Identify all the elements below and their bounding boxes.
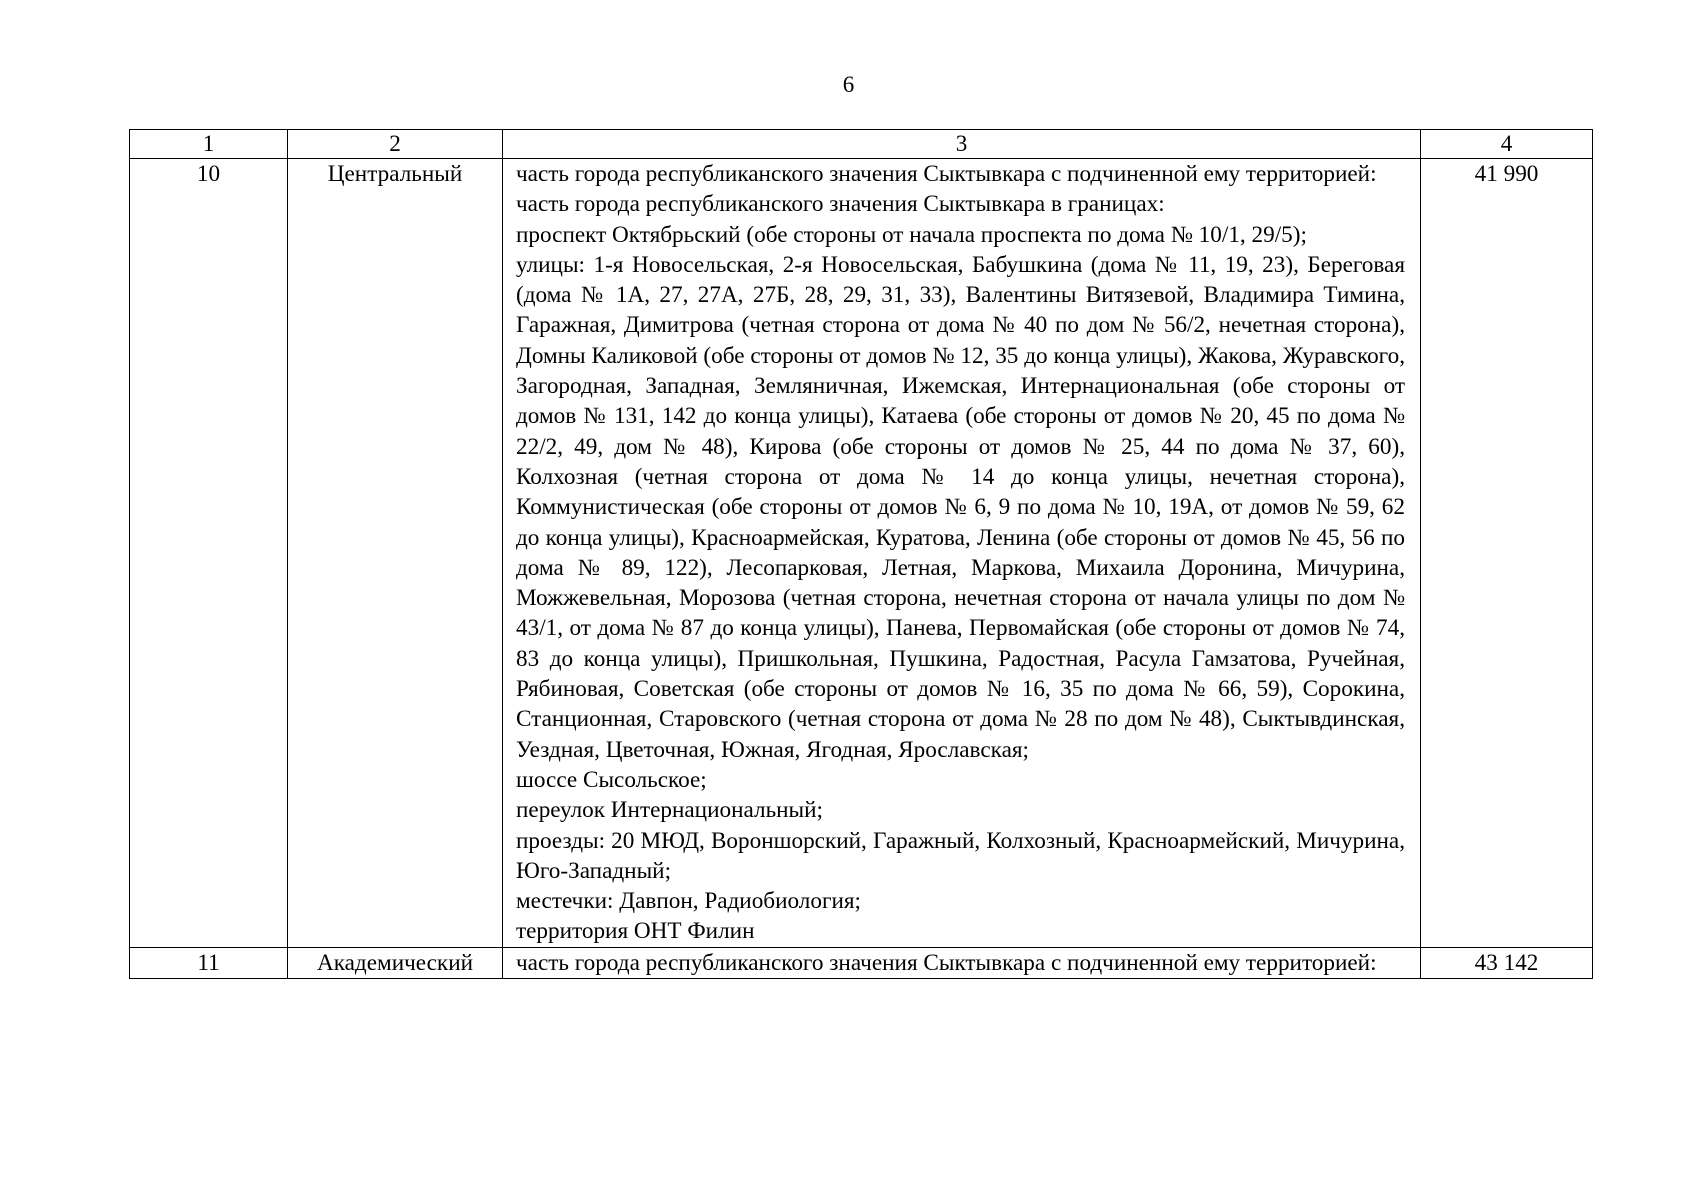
district-boundaries <box>503 159 1421 948</box>
district-boundaries <box>503 947 1421 978</box>
header-cell-1: 1 <box>130 130 288 159</box>
district-population: 41 990 <box>1421 159 1593 948</box>
header-cell-2: 2 <box>288 130 503 159</box>
boundary-paragraph: местечки: Давпон, Радиобиология; <box>516 888 861 915</box>
district-name: Центральный <box>288 159 503 948</box>
district-name: Академический <box>288 947 503 978</box>
districts-table <box>129 129 1593 979</box>
boundary-paragraph: часть города республиканского значения Сыктывкара с подчиненной ему территорией: <box>516 949 1377 976</box>
boundary-paragraph: территория ОНТ Филин <box>516 918 755 945</box>
page-number: 6 <box>842 72 855 97</box>
boundary-paragraph: часть города республиканского значения Сыктывкара с подчиненной ему территорией: <box>516 161 1377 187</box>
header-cell-4: 4 <box>1421 130 1593 159</box>
boundary-paragraph: часть города республиканского значения Сыктывкара в границах: <box>516 191 1165 218</box>
boundary-paragraph: шоссе Сысольское; <box>516 766 707 793</box>
district-number: 11 <box>130 947 288 978</box>
boundary-paragraph: переулок Интернациональный; <box>516 797 823 824</box>
table-header-row <box>130 130 1593 159</box>
boundary-paragraph: улицы: 1-я Новосельская, 2-я Новосельская, Бабушкина (дома № 11, 19, 23), Береговая (дома № 1А, 27, 27А, 27Б, 28, 29, 31, 33), Валентины Витязевой, Владимира Тимина, Гаражная, Димитрова (четная сторона от дома № 40 по дом № 56/2, нечетная сторона), Домны Каликовой (обе стороны от домов № 12, 35 до конца улицы), Жакова, Журавского, Загородная, Западная, Земляничная, Ижемская, Интернациональная (обе стороны от домов № 131, 142 до конца улицы), Катаева (обе стороны от домов № 20, 45 по дома № 22/2, 49, дом № 48), Кирова (обе стороны от домов № 25, 44 по дома № 37, 60), Колхозная (четная сторона от дома № 14 до конца улицы, нечетная сторона), Коммунистическая (обе стороны от домов № 6, 9 по дома № 10, 19А, от домов № 59, 62 до конца улицы), Красноармейская, Куратова, Ленина (обе стороны от домов № 45, 56 по дома № 89, 122), Лесопарковая, Летная, Маркова, Михаила Доронина, Мичурина, Можжевельная, Морозова (четная сторона, нечетная сторона от начала улицы по дом № 43/1, от дома № 87 до конца улицы), Панева, Первомайская (обе стороны от домов № 74, 83 до конца улицы), Пришкольная, Пушкина, Радостная, Расула Гамзатова, Ручейная, Рябиновая, Советская (обе стороны от домов № 16, 35 по дома № 66, 59), Сорокина, Станционная, Старовского (четная сторона от дома № 28 по дом № 48), Сыктывдинская, Уездная, Цветочная, Южная, Ягодная, Ярославская; <box>516 251 1405 763</box>
header-cell-3: 3 <box>503 130 1421 159</box>
boundary-paragraph: проезды: 20 МЮД, Вороншорский, Гаражный, Колхозный, Красноармейский, Мичурина, Юго-Западный; <box>516 827 1405 884</box>
district-population: 43 142 <box>1421 947 1593 978</box>
table-row <box>130 159 1593 948</box>
table-row <box>130 947 1593 978</box>
district-number: 10 <box>130 159 288 948</box>
boundary-paragraph: проспект Октябрьский (обе стороны от начала проспекта по дома № 10/1, 29/5); <box>516 221 1307 248</box>
